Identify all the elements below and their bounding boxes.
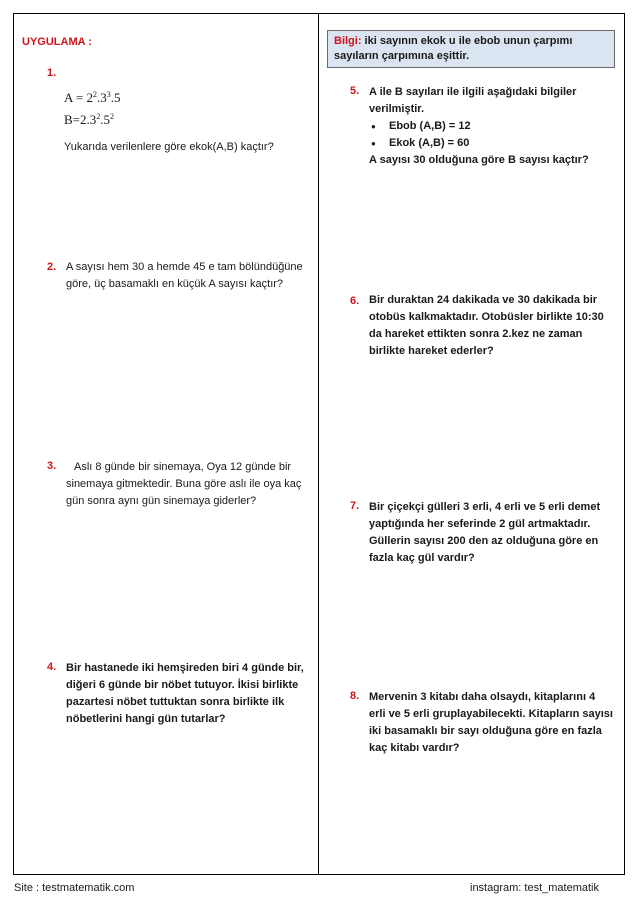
info-text: iki sayının ekok u ile ebob unun çarpımı sayıların çarpımına eşittir.	[334, 35, 573, 62]
q2-number: 2.	[47, 261, 57, 273]
q5-list	[369, 118, 599, 152]
q5-question: A sayısı 30 olduğuna göre B sayısı kaçtır?	[369, 154, 589, 166]
q6-number: 6.	[350, 295, 360, 307]
q5-item-1: ● Ebob (A,B) = 12	[369, 118, 599, 135]
info-box	[327, 30, 615, 68]
info-label: Bilgi:	[334, 35, 362, 47]
q6-text: Bir duraktan 24 dakikada ve 30 dakikada bir otobüs kalkmaktadır. Otobüsler birlikte 10:30 da hareket ettikten sonra 2.kez ne zaman birlikte hareket ederler?	[369, 294, 604, 357]
q8-number: 8.	[350, 690, 360, 702]
q5-block	[369, 84, 599, 169]
q3-text: Aslı 8 günde bir sinemaya, Oya 12 günde bir sinemaya gitmektedir. Buna göre aslı ile oya kaç gün sonra aynı gün sinemaya giderler?	[66, 461, 302, 507]
column-divider	[318, 13, 319, 875]
footer-site: Site : testmatematik.com	[14, 882, 135, 894]
q2-text: A sayısı hem 30 a hemde 45 e tam bölündüğüne göre, üç basamaklı en küçük A sayısı kaçtır?	[66, 261, 303, 290]
section-title: UYGULAMA :	[22, 36, 92, 48]
q1-number: 1.	[47, 67, 57, 79]
footer-instagram: instagram: test_matematik	[470, 882, 599, 894]
q4-number: 4.	[47, 661, 57, 673]
q1-text: Yukarıda verilenlere göre ekok(A,B) kaçtır?	[64, 141, 274, 153]
q5-number: 5.	[350, 85, 360, 97]
q7-text: Bir çiçekçi gülleri 3 erli, 4 erli ve 5 erli demet yaptığında her seferinde 2 gül artmaktadır. Güllerin sayısı 200 den az olduğuna göre en fazla kaç gül vardır?	[369, 501, 601, 564]
q3-number: 3.	[47, 460, 57, 472]
q4-text: Bir hastanede iki hemşireden biri 4 günde bir, diğeri 6 günde bir nöbet tutuyor. İkisi birlikte pazartesi nöbet tuttuktan sonra birlikte ilk nöbetlerini hangi gün tutarlar?	[66, 662, 304, 725]
q1-formula-b: $B=2.3^2.5^2$	[64, 112, 115, 127]
q7-number: 7.	[350, 500, 360, 512]
q8-text: Mervenin 3 kitabı daha olsaydı, kitaplarını 4 erli ve 5 erli gruplayabilecekti. Kitapların sayısı iki basamaklı bir sayı olduğuna göre en fazla kaç kitabı vardır?	[369, 691, 613, 754]
q5-text: A ile B sayıları ile ilgili aşağıdaki bilgiler verilmiştir.	[369, 86, 577, 115]
q1-formula-a: $A = 2^2.3^3.5$	[64, 90, 121, 105]
q5-item-2: ● Ekok (A,B) = 60	[369, 135, 599, 152]
